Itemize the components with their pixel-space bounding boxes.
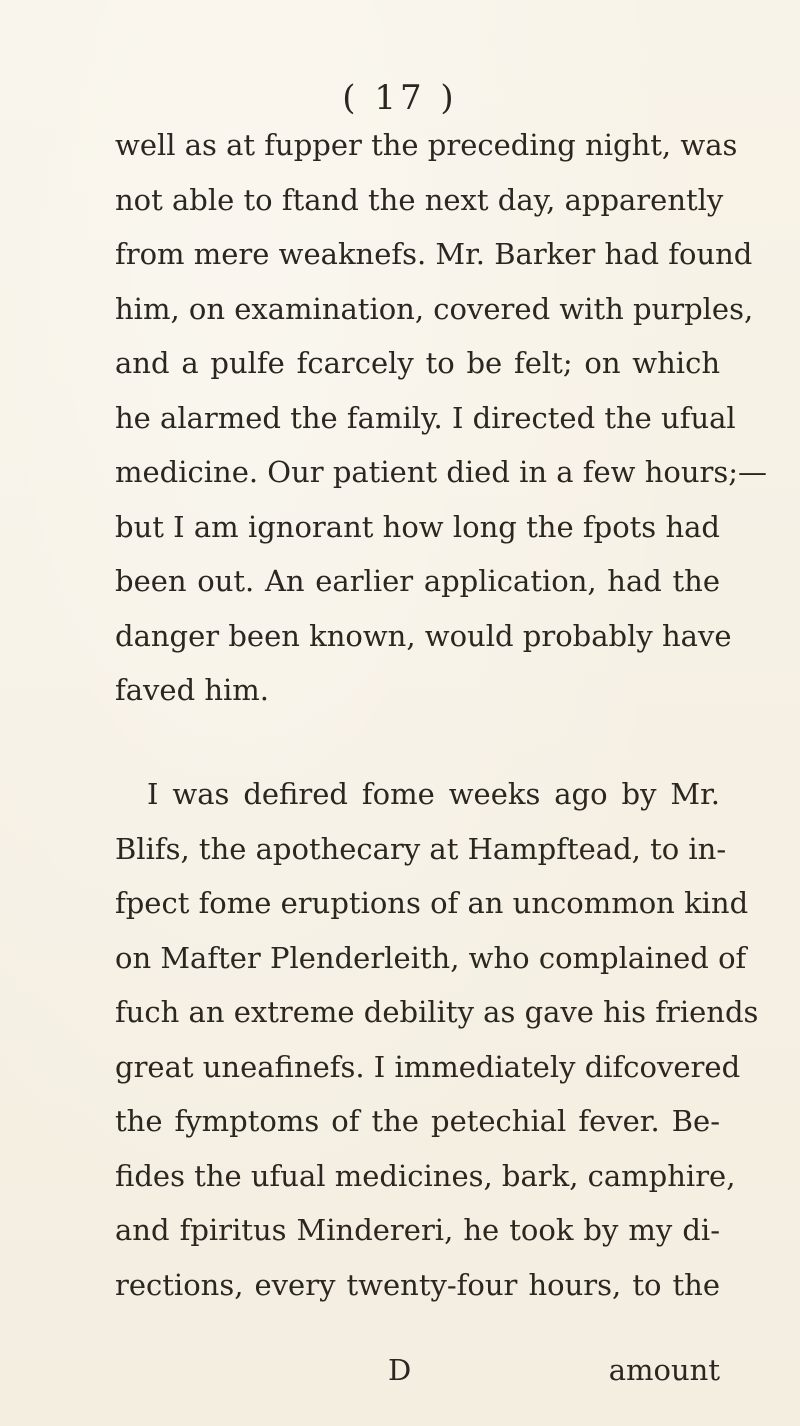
text-line: medicine. Our patient died in a few hours;— (115, 455, 768, 489)
text-line: from mere weaknefs. Mr. Barker had found (115, 237, 753, 271)
text-line: Blifs, the apothecary at Hampftead, to in- (115, 831, 727, 866)
text-line: been out. An earlier application, had the (115, 564, 720, 598)
text-line: great uneafinefs. I immediately difcovered (115, 1049, 741, 1084)
paragraph-1 (115, 118, 768, 718)
text-line: rections, every twenty-four hours, to the (115, 1267, 720, 1302)
text-line: on Mafter Plenderleith, who complained of (115, 940, 747, 975)
text-line: and a pulfe fcarcely to be felt; on which (115, 346, 720, 380)
catchword: amount (608, 1353, 720, 1387)
text-line: the fymptoms of the petechial fever. Be- (115, 1104, 720, 1138)
text-line: fpect fome eruptions of an uncommon kind (115, 886, 749, 920)
text-line: fuch an extreme debility as gave his friends (115, 995, 759, 1029)
text-line: danger been known, would probably have (115, 618, 732, 653)
text-line: he alarmed the family. I directed the ufual (115, 400, 736, 435)
paragraph-2 (115, 767, 759, 1312)
page-number: ( 17 ) (342, 78, 458, 118)
text-line: not able to ftand the next day, apparently (115, 182, 724, 217)
text-line: and fpiritus Mindereri, he took by my di- (115, 1213, 720, 1247)
text-line: but I am ignorant how long the fpots had (115, 509, 720, 544)
footer-line (0, 1353, 800, 1407)
text-line: him, on examination, covered with purples, (115, 291, 754, 326)
text-line: well as at fupper the preceding night, was (115, 128, 738, 162)
text-line: I was defired fome weeks ago by Mr. (147, 777, 720, 811)
signature-mark: D (388, 1353, 412, 1387)
text-line: faved him. (115, 673, 270, 707)
text-line: fides the ufual medicines, bark, camphire, (115, 1158, 736, 1193)
